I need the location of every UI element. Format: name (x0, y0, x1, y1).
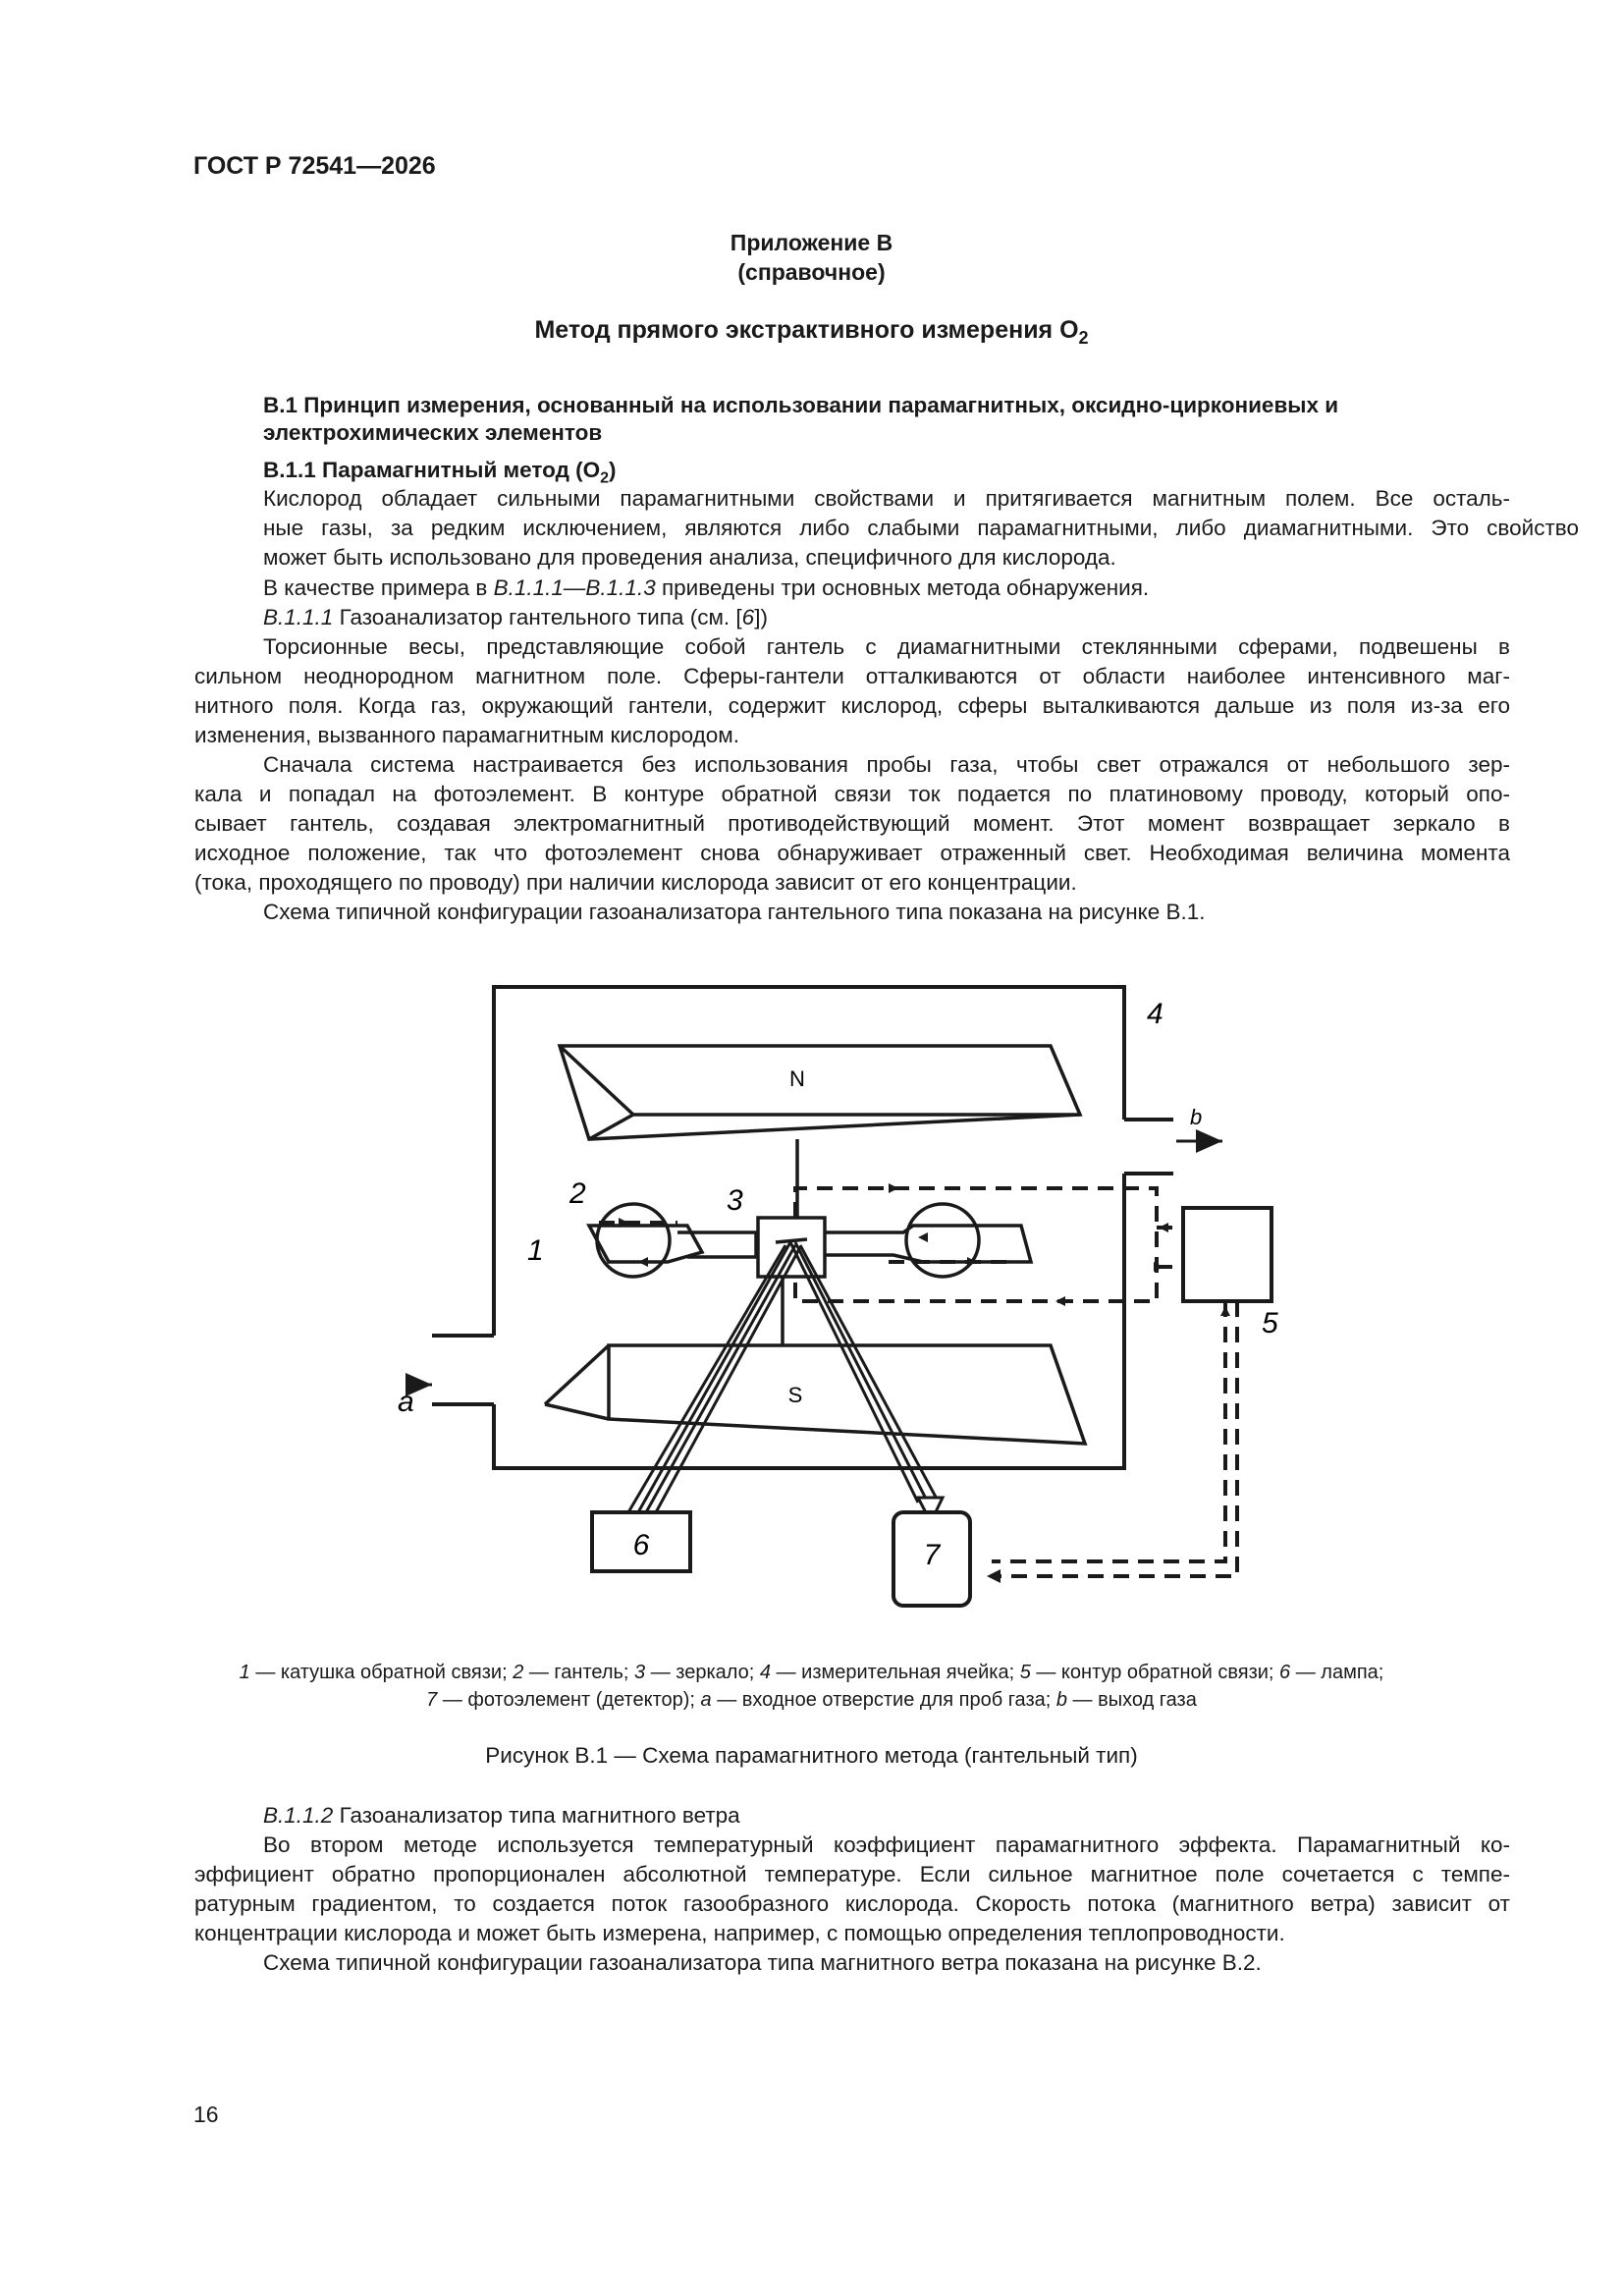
legend-text: — зеркало; (645, 1662, 760, 1683)
method-title: Метод прямого экстрактивного измерения $O_2$ (534, 316, 1089, 348)
legend-key: b (1055, 1689, 1067, 1711)
label-3: 3 (727, 1184, 743, 1217)
legend-text: — фотоэлемент (детектор); (437, 1689, 701, 1711)
standard-header: ГОСТ Р 72541—2026 (193, 152, 436, 180)
magnet-south (545, 1345, 1085, 1444)
label-s: S (787, 1383, 803, 1407)
legend-key: 3 (634, 1662, 646, 1683)
legend-key: 5 (1019, 1662, 1031, 1683)
label-n: N (789, 1066, 805, 1091)
legend-key: 7 (426, 1689, 438, 1711)
legend-text: — гантель; (523, 1662, 635, 1683)
legend-text: — контур обратной связи; (1030, 1662, 1280, 1683)
legend-key: 4 (759, 1662, 772, 1683)
legend-line-2 (0, 1686, 1623, 1714)
label-5: 5 (1262, 1307, 1278, 1339)
section-b112-heading: В.1.1.2 Газоанализатор типа магнитного ветра (263, 1803, 740, 1828)
legend-text: — катушка обратной связи; (249, 1662, 514, 1683)
legend-line-1 (0, 1659, 1623, 1686)
paragraph-torsion: Торсионные весы, представляющие собой гантель с диамагнитными стеклянными сферами, подвешены в сильном неоднородном магнитном поле. Сферы-гантели отталкиваются от области наиболее интенсивного маг- нитного поля. Когда газ, окружающий гантели, содержит кислород, сферы выталкиваются дальше из поля из-за его изменения, вызванного парамагнитным кислородом. (194, 634, 1510, 747)
legend-key: 6 (1279, 1662, 1291, 1683)
figure-legend (0, 1659, 1623, 1714)
label-7: 7 (923, 1539, 941, 1571)
section-b1-heading: В.1 Принцип измерения, основанный на использовании парамагнитных, оксидно-циркониевых и электрохимических элементов (263, 393, 1339, 445)
magnet-north (560, 1046, 1080, 1139)
section-b11-heading: В.1.1 Парамагнитный метод $(O_2)$ (263, 458, 617, 487)
legend-key: a (700, 1689, 712, 1711)
paragraph-paramagnetic: Кислород обладает сильными парамагнитными свойствами и притягивается магнитным полем. Все осталь- ные газы, за редким исключением, являются либо слабыми парамагнитными, либо диамагнитными. Это свойство может быть использовано для проведения анализа, специфичного для кислорода. (263, 486, 1579, 570)
feedback-controller (1183, 1208, 1271, 1301)
label-4: 4 (1147, 998, 1163, 1030)
page-number: 16 (193, 2102, 219, 2127)
label-a: a (398, 1386, 414, 1418)
paragraph-figure-ref: Схема типичной конфигурации газоанализатора гантельного типа показана на рисунке В.1. (263, 900, 1206, 924)
label-2: 2 (569, 1177, 586, 1210)
figure-caption: Рисунок В.1 — Схема парамагнитного метода (гантельный тип) (485, 1743, 1138, 1768)
legend-key: 2 (513, 1662, 524, 1683)
paragraph-figure-ref-2: Схема типичной конфигурации газоанализатора типа магнитного ветра показана на рисунке В.2. (263, 1950, 1262, 1975)
legend-text: — выход газа (1067, 1689, 1197, 1711)
label-6: 6 (632, 1529, 650, 1561)
paragraph-example: В качестве примера в В.1.1.1—В.1.1.3 приведены три основных метода обнаружения. (263, 575, 1150, 600)
section-b111-heading: В.1.1.1 Газоанализатор гантельного типа (см. [6]) (263, 605, 768, 629)
label-b: b (1190, 1105, 1203, 1129)
appendix-title: Приложение В (730, 230, 893, 255)
legend-text: — входное отверстие для проб газа; (711, 1689, 1056, 1711)
legend-text: — лампа; (1290, 1662, 1384, 1683)
appendix-kind: (справочное) (737, 259, 886, 285)
paragraph-setup: Сначала система настраивается без использования пробы газа, чтобы свет отражался от небольшого зер- кала и попадал на фотоэлемент. В контуре обратной связи ток подается по платиновому проводу, который опо- сывает гантель, создавая электромагнитный противодействующий момент. Этот момент возвращает зеркало в исходное положение, так что фотоэлемент снова обнаруживает отраженный свет. Необходимая величина момента (тока, проходящего по проводу) при наличии кислорода зависит от его концентрации. (194, 752, 1510, 895)
legend-text: — измерительная ячейка; (771, 1662, 1020, 1683)
label-1: 1 (527, 1234, 544, 1267)
paragraph-magnetic-wind: Во втором методе используется температурный коэффициент парамагнитного эффекта. Парамагнитный ко- эффициент обратно пропорционален абсолютной температуре. Если сильное магнитное поле сочетается с темпе- ратурным градиентом, то создается поток газообразного кислорода. Скорость потока (магнитного ветра) зависит от концентрации кислорода и может быть измерена, например, с помощью определения теплопроводности. (194, 1832, 1510, 1945)
legend-key: 1 (239, 1662, 250, 1683)
